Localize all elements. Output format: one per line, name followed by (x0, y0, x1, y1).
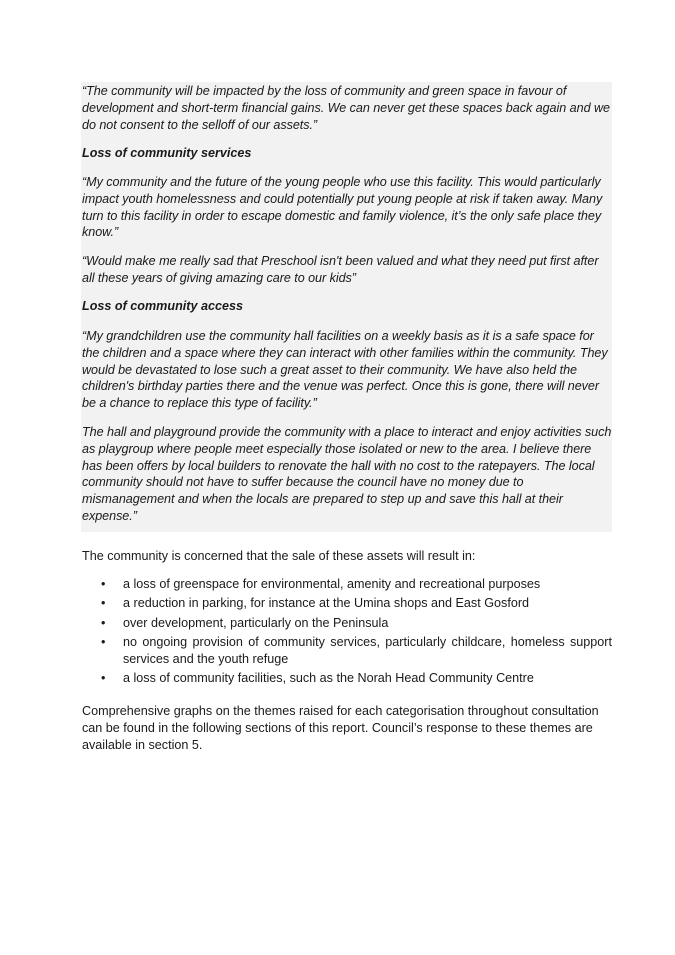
list-item: • no ongoing provision of community services, particularly childcare, homeless support services and the youth refuge (101, 635, 612, 666)
quote-green-space: “The community will be impacted by the loss of community and green space in favour of development and short-term financial gains. We can never get these spaces back again and we do not consent to the selloff of our assets.” (82, 84, 610, 132)
concern-intro: The community is concerned that the sale of these assets will result in: (82, 549, 476, 563)
quote-community-hall: “My grandchildren use the community hall facilities on a weekly basis as it is a safe space for the children and a space where they can interact with other families within the community. They would be devastated to lose such a great asset to their community. We have also held the children's birthday parties there and the venue was perfect. Once this is gone, there will never be a chance to replace this type of facility.” (82, 329, 608, 411)
heading-loss-community-services: Loss of community services (82, 146, 252, 160)
concern-list (82, 576, 612, 690)
quote-youth-facility: “My community and the future of the young people who use this facility. This would particularly impact youth homelessness and could potentially put young people at risk if taken away. Many turn to this facility in order to escape domestic and family violence, it’s the only safe place they know.” (82, 175, 603, 240)
list-item: • a reduction in parking, for instance at the Umina shops and East Gosford (101, 596, 530, 611)
bullet-icon: • (101, 635, 106, 650)
quote-preschool: “Would make me really sad that Preschool isn't been valued and what they need put first after all these years of giving amazing care to our kids” (82, 254, 599, 285)
bullet-icon: • (101, 596, 106, 611)
bullet-icon: • (101, 577, 106, 591)
list-item: • a loss of greenspace for environmental, amenity and recreational purposes (101, 577, 541, 591)
bullet-icon: • (101, 671, 106, 686)
quote-hall-playground: The hall and playground provide the community with a place to interact and enjoy activities such as playgroup where people meet especially those isolated or new to the area. I believe there has been offers by local builders to renovate the hall with no cost to the ratepayers. The local community should not have to suffer because the council have no money due to mismanagement and when the locals are prepared to step up and save this hall at their expense.” (82, 425, 612, 523)
bullet-icon: • (101, 615, 106, 630)
closing-paragraph: Comprehensive graphs on the themes raised for each categorisation throughout consultation can be found in the following sections of this report. Council’s response to these themes are available in section 5. (82, 704, 599, 752)
list-item: • over development, particularly on the Peninsula (101, 615, 389, 630)
heading-loss-community-access: Loss of community access (82, 299, 243, 313)
list-item: • a loss of community facilities, such as the Norah Head Community Centre (101, 671, 534, 686)
